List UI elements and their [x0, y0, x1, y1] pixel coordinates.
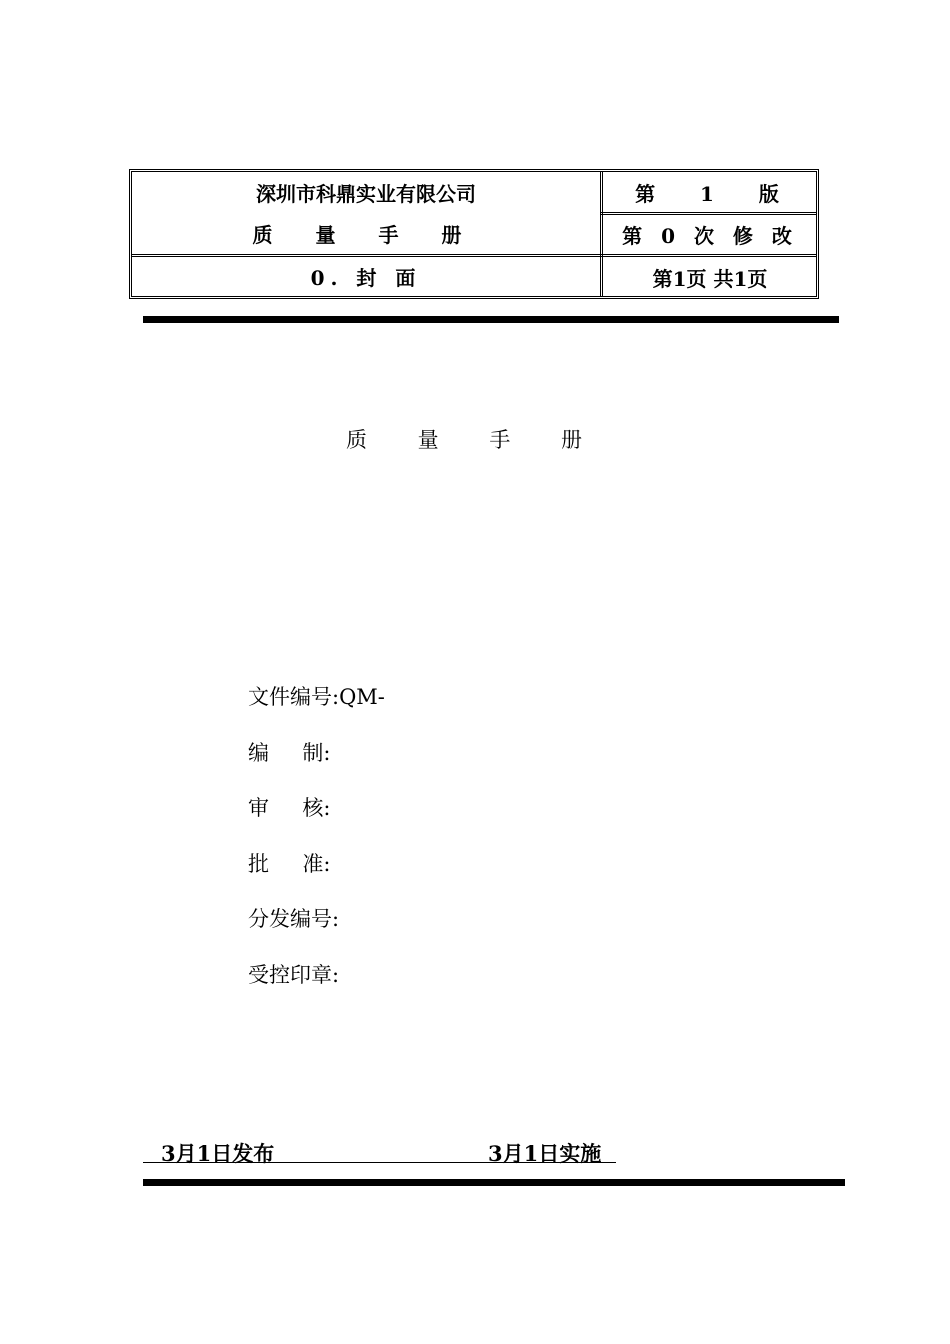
- bottom-rule: [143, 1179, 845, 1186]
- header-table: [129, 169, 819, 299]
- approved-by-field: 批 准:: [248, 851, 331, 876]
- header-divider-vertical: [600, 172, 603, 296]
- document-fields: [248, 680, 385, 1013]
- implement-date: 3月1日实施: [488, 1141, 602, 1166]
- footer-dates: [143, 1138, 616, 1166]
- doc-number-field: 文件编号:QM-: [248, 685, 385, 709]
- distribution-number-field: 分发编号:: [248, 907, 340, 931]
- manual-title: 质 量 手 册: [252, 223, 480, 247]
- section-label: 0. 封 面: [310, 265, 422, 290]
- reviewed-by-field: 审 核:: [248, 796, 331, 820]
- compiled-by-field: 编 制:: [248, 740, 331, 765]
- revision-label: 第 0 次 修 改: [622, 223, 798, 248]
- publish-date: 3月1日发布: [161, 1141, 275, 1166]
- page-indicator: 第1页 共1页: [652, 266, 768, 291]
- top-rule: [143, 316, 839, 323]
- controlled-stamp-field: 受控印章:: [248, 962, 340, 987]
- edition-label: 第 1 版: [635, 181, 785, 206]
- company-name: 深圳市科鼎实业有限公司: [256, 182, 476, 206]
- document-title: 质 量 手 册: [345, 428, 605, 452]
